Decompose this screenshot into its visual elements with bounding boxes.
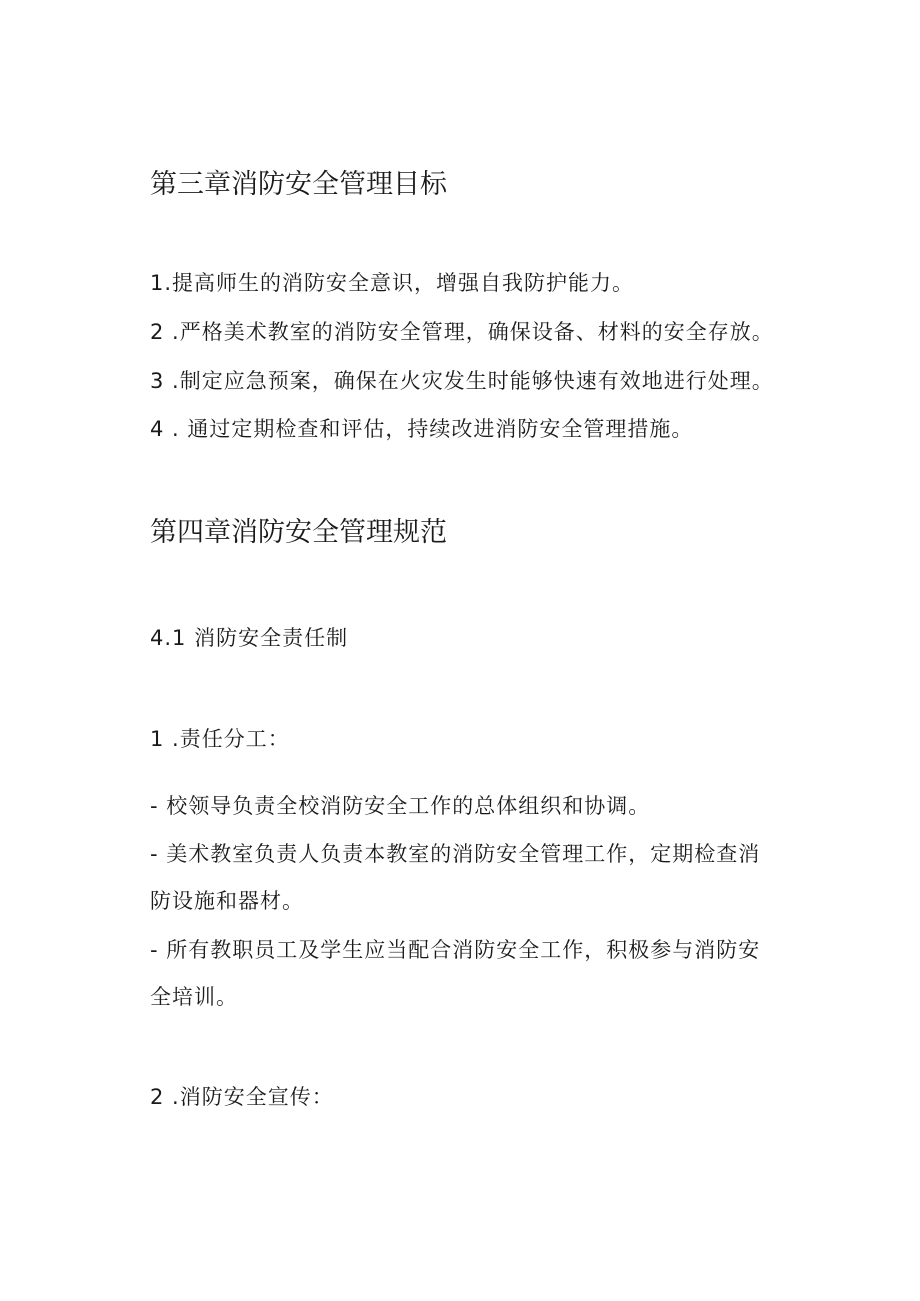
- section-4-1-title: 4.1 消防安全责任制: [150, 626, 349, 650]
- chapter-3-title: 第三章消防安全管理目标: [150, 169, 447, 200]
- responsibility-item-1: - 校领导负责全校消防安全工作的总体组织和协调。: [150, 794, 651, 818]
- responsibility-item-2: - 美术教室负责人负责本教室的消防安全管理工作，定期检查消: [150, 842, 761, 866]
- fire-safety-publicity-title: 2 .消防安全宣传：: [150, 1085, 334, 1109]
- chapter-4-title: 第四章消防安全管理规范: [150, 517, 447, 548]
- goal-item-2: 2 .严格美术教室的消防安全管理，确保设备、材料的安全存放。: [150, 320, 774, 344]
- responsibility-item-2-continued: 防设施和器材。: [150, 889, 304, 913]
- goal-item-1: 1.提高师生的消防安全意识，增强自我防护能力。: [150, 271, 635, 295]
- goal-item-4: 4 . 通过定期检查和评估，持续改进消防安全管理措施。: [150, 417, 694, 441]
- responsibility-division-title: 1 .责任分工：: [150, 727, 290, 751]
- responsibility-item-3: - 所有教职员工及学生应当配合消防安全工作，积极参与消防安: [150, 938, 761, 962]
- goal-item-3: 3 .制定应急预案，确保在火灾发生时能够快速有效地进行处理。: [150, 369, 774, 393]
- responsibility-item-3-continued: 全培训。: [150, 985, 238, 1009]
